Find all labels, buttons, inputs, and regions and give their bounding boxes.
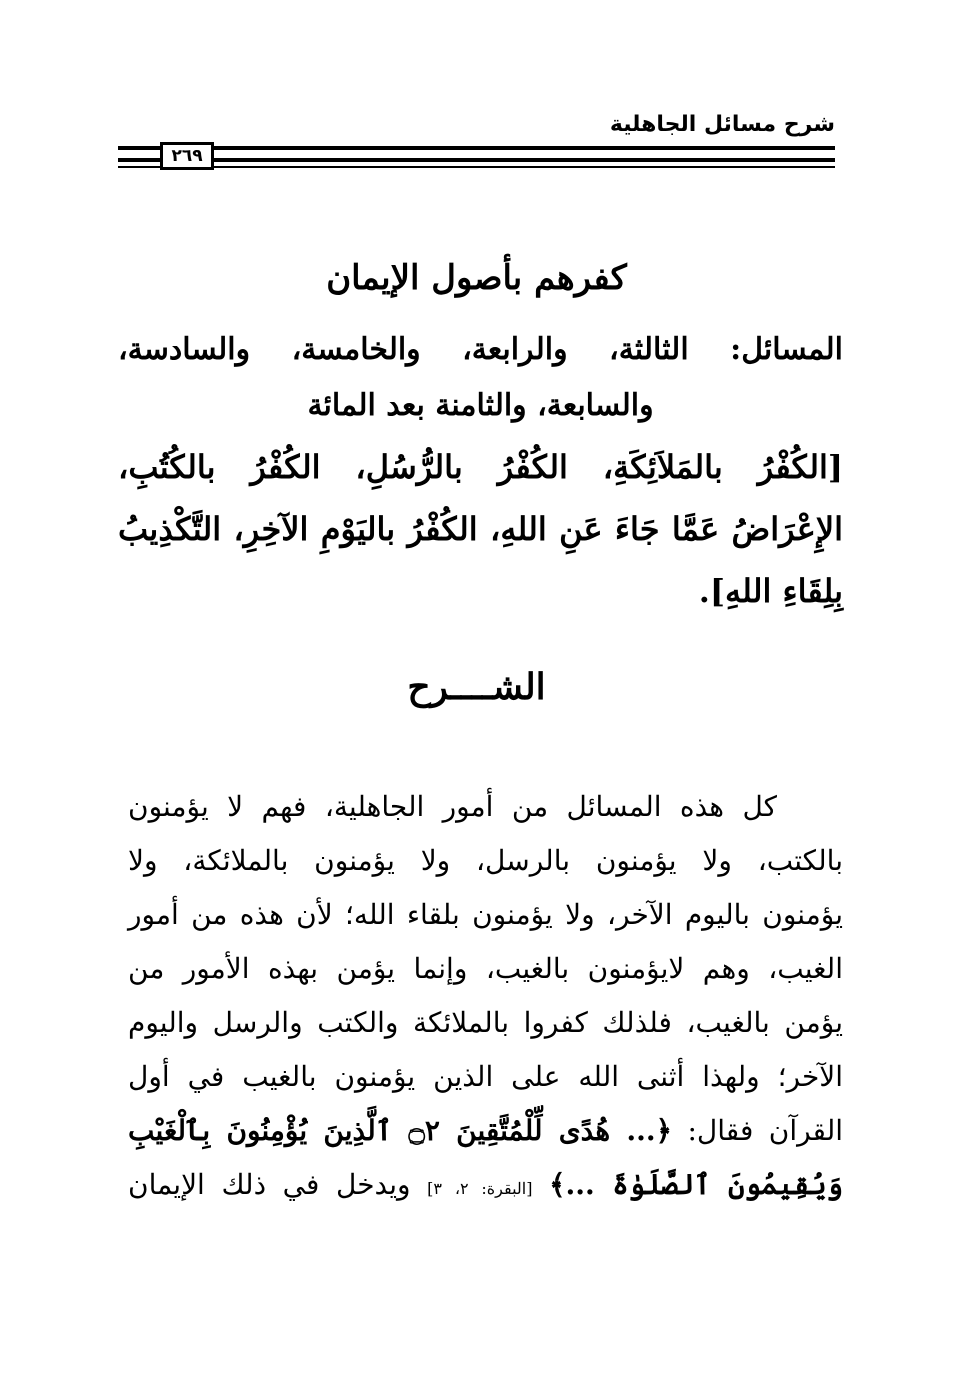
issues-line-1: المسائل: الثالثة، والرابعة، والخامسة، والسادسة،	[118, 332, 843, 367]
matn-text: [الكُفْرُ بالمَلاَئِكَةِ، الكُفْرُ بالرُّسُلِ، الكُفْرُ بالكُتُبِ، الإِعْرَاضُ عَمَّا جَاءَ عَنِ اللهِ، الكُفْرُ باليَوْمِ الآخِرِ، التَّكْذِيبُ بِلِقَاءِ اللهِ].	[118, 448, 843, 610]
body-line: يؤمنون باليوم الآخر، ولا يؤمنون بلقاء الله؛ لأن هذه من أمور	[128, 898, 843, 931]
quran-lead: القرآن فقال:	[687, 1114, 844, 1147]
quran-verse-end: وَيُقِيمُونَ ٱلصَّلَوٰةَ ...﴾	[549, 1168, 844, 1201]
running-title: شرح مسائل الجاهلية	[609, 112, 835, 137]
sharh-title: الشــــرح	[407, 666, 546, 708]
body-line: كل هذه المسائل من أمور الجاهلية، فهم لا يؤمنون	[128, 790, 777, 823]
quran-verse: ﴿... هُدًى لِّلْمُتَّقِينَ ۝٢ ٱلَّذِينَ يُؤْمِنُونَ بِٱلْغَيْبِ	[128, 1114, 673, 1147]
page-number: ٢٦٩	[160, 142, 214, 170]
body-line-quran	[128, 1104, 843, 1158]
header-rule-top	[118, 146, 835, 150]
header-rule-middle	[118, 158, 835, 162]
verse-reference: [البقرة: ٢، ٣]	[427, 1179, 533, 1198]
body-line-last	[128, 1158, 843, 1216]
body-line: يؤمن بالغيب، فلذلك كفروا بالملائكة والكتب والرسل واليوم	[128, 1006, 843, 1039]
body-line: الغيب، وهم لايؤمنون بالغيب، وإنما يؤمن بهذه الأمور من	[128, 952, 843, 985]
body-tail: ويدخل في ذلك الإيمان	[128, 1168, 411, 1201]
header-rule-bottom	[118, 166, 835, 168]
commentary-body	[128, 780, 843, 1216]
section-title: كفرهم بأصول الإيمان	[326, 258, 627, 298]
body-line: بالكتب، ولا يؤمنون بالرسل، ولا يؤمنون بالملائكة، ولا	[128, 844, 843, 877]
issues-line-2: والسابعة، والثامنة بعد المائة	[307, 388, 654, 423]
issues-heading	[118, 322, 843, 434]
body-line: الآخر؛ ولهذا أثنى الله على الذين يؤمنون بالغيب في أول	[128, 1060, 843, 1093]
